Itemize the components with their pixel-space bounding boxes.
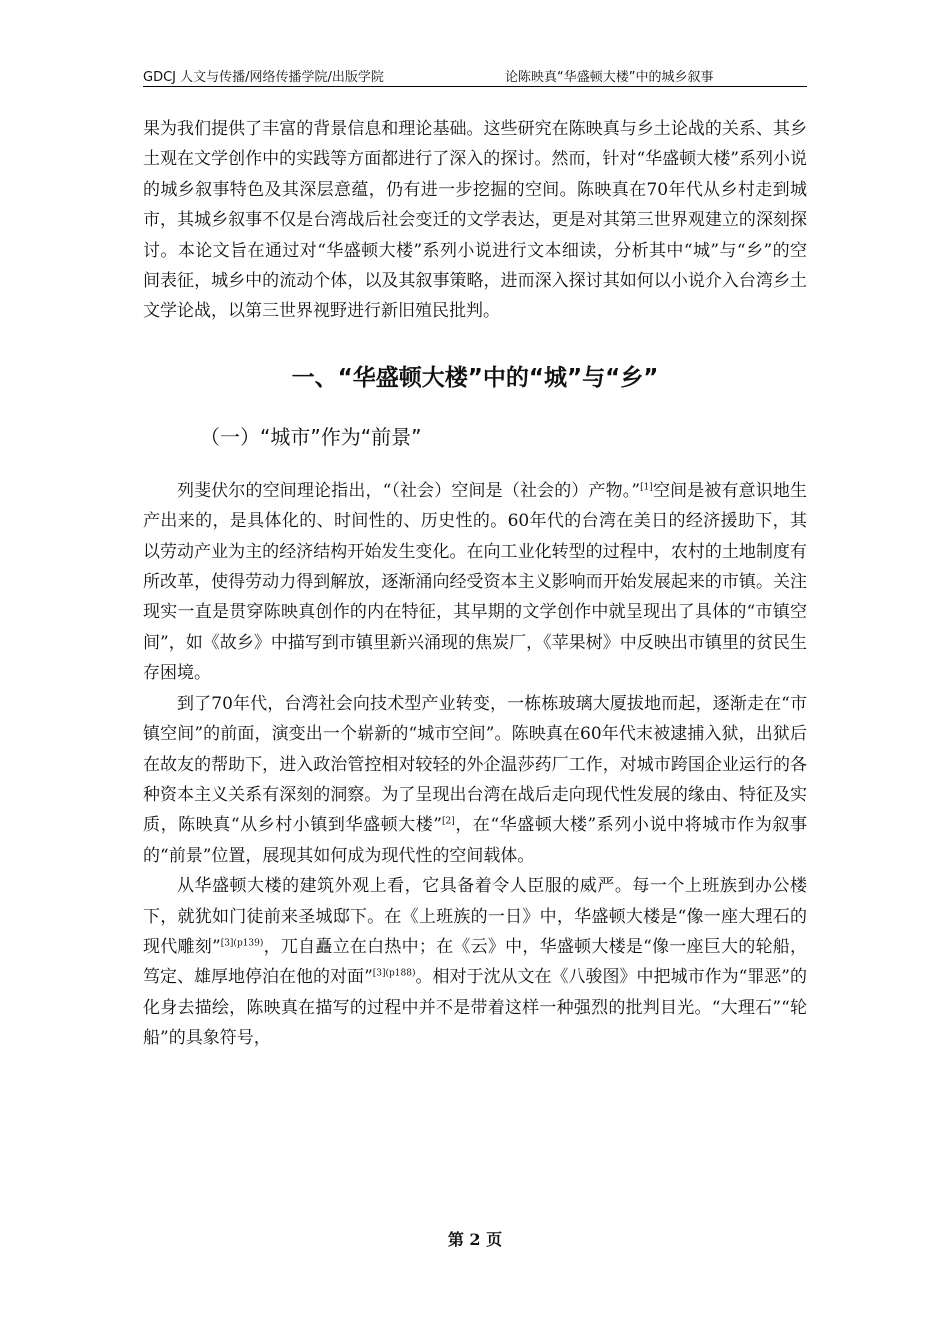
- page-number: 第 2 页: [447, 1230, 503, 1249]
- text-span: 列斐伏尔的空间理论指出，“（社会）空间是（社会的）产物。”: [177, 480, 641, 501]
- text-span: 。相对于沈从文在《八骏图》中把城市作为“罪恶”的化身去描绘，陈映真在描写的过程中并不是带着这样一种强烈的批判目光。“大理石”“轮船”的具象符号，: [143, 967, 807, 1049]
- text-span: 从华盛顿大楼的建筑外观上看，它具备着令人臣服的威严。每一个上班族到办公楼下，就犹如门徒前来圣城邸下。在《上班族的一日》中，华盛顿大楼是“像一座大理石的现代雕刻”: [143, 876, 807, 957]
- header-institution: GDCJ 人文与传播/网络传播学院/出版学院: [143, 70, 384, 85]
- text-span: 到了70年代，台湾社会向技术型产业转变，一栋栋玻璃大厦拔地而起，逐渐走在“市镇空间”的前面，演变出一个崭新的“城市空间”。陈映真在60年代末被逮捕入狱，出狱后在故友的帮助下，进入政治管控相对较轻的外企温莎药厂工作，对城市跨国企业运行的各种资本主义关系有深刻的洞察。为了呈现出台湾在战后走向现代性发展的缘由、特征及实质，陈映真“从乡村小镇到华盛顿大楼”: [143, 693, 807, 836]
- text-span: ，在“华盛顿大楼”系列小说中将城市作为叙事的“前景”位置，展现其如何成为现代性的空间载体。: [143, 815, 807, 866]
- subsection-heading: （一）“城市”作为“前景”: [200, 424, 422, 449]
- citation-ref: [1]: [640, 482, 653, 493]
- header-title: 论陈映真“华盛顿大楼”中的城乡叙事: [505, 70, 714, 85]
- running-header: [143, 64, 807, 87]
- text-span: ，兀自矗立在白热中；在《云》中，华盛顿大楼是“像一座巨大的轮船，笃定、雄厚地停泊在他的对面”: [143, 936, 807, 988]
- paragraph-lefebvre: [143, 476, 807, 689]
- paragraph-continued: 果为我们提供了丰富的背景信息和理论基础。这些研究在陈映真与乡土论战的关系、其乡土观在文学创作中的实践等方面都进行了深入的探讨。然而，针对“华盛顿大楼”系列小说的城乡叙事特色及其深层意蕴，仍有进一步挖掘的空间。陈映真在70年代从乡村走到城市，其城乡叙事不仅是台湾战后社会变迁的文学表达，更是对其第三世界观建立的深刻探讨。本论文旨在通过对“华盛顿大楼”系列小说进行文本细读，分析其中“城”与“乡”的空间表征，城乡中的流动个体，以及其叙事策略，进而深入探讨其如何以小说介入台湾乡土文学论战，以第三世界视野进行新旧殖民批判。: [143, 119, 807, 322]
- citation-ref: [3](p188): [372, 968, 416, 979]
- citation-ref: [3](p139): [220, 938, 264, 949]
- text-span: 空间是被有意识地生产出来的，是具体化的、时间性的、历史性的。60年代的台湾在美日的经济援助下，其以劳动产业为主的经济结构开始发生变化。在向工业化转型的过程中，农村的土地制度有所改革，使得劳动力得到解放，逐渐涌向经受资本主义影响而开始发展起来的市镇。关注现实一直是贯穿陈映真创作的内在特征，其早期的文学创作中就呈现出了具体的“市镇空间”，如《故乡》中描写到市镇里新兴涌现的焦炭厂，《苹果树》中反映出市镇里的贫民生存困境。: [143, 480, 807, 684]
- citation-ref: [2]: [442, 816, 455, 827]
- body-text: [143, 114, 807, 1054]
- paragraph-building: [143, 871, 807, 1053]
- section-heading: 一、“华盛顿大楼”中的“城”与“乡”: [291, 364, 659, 391]
- paragraph-seventies: [143, 689, 807, 871]
